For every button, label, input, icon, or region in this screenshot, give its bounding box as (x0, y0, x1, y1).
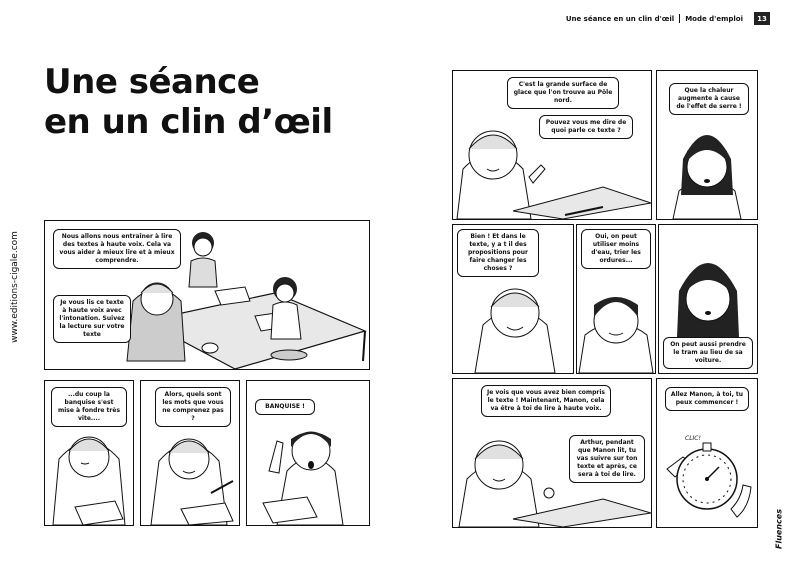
comic-panel-teacher-reading (44, 380, 134, 526)
speech-text: C'est la grande surface de glace que l'on trouve au Pôle nord. (513, 81, 613, 104)
speech-bubble (155, 387, 231, 427)
speech-bubble (665, 387, 749, 411)
running-header-chapter: Mode d'emploi (685, 14, 743, 23)
title-line-2: en un clin d’œil (44, 102, 333, 142)
speech-text: Oui, on peut utiliser moins d'eau, trier les ordures... (591, 233, 641, 264)
speech-bubble (481, 385, 611, 417)
speech-bubble (507, 77, 619, 109)
header-divider (679, 14, 680, 23)
side-url (8, 232, 22, 342)
comic-panel-boy-suggests (576, 224, 656, 374)
speech-text: BANQUISE ! (265, 403, 305, 410)
speech-text: ...du coup la banquise s'est mise à fondre très vite.... (57, 391, 121, 422)
publisher-logo (772, 504, 786, 554)
speech-text: Pouvez vous me dire de quoi parle ce texte ? (545, 119, 627, 134)
speech-text: Nous allons nous entraîner à lire des textes à haute voix. Cela va vous aider à mieux lire et à mieux comprendre. (59, 233, 175, 264)
speech-text: Que la chaleur augmente à cause de l'effet de serre ! (676, 87, 742, 110)
speech-bubble (53, 229, 181, 269)
speech-bubble (53, 295, 131, 343)
comic-panel-teacher-asks (452, 224, 574, 374)
comic-panel-teacher-question (140, 380, 240, 526)
right-page (400, 0, 800, 568)
speech-text: Alors, quels sont les mots que vous ne comprenez pas ? (162, 391, 224, 422)
sound-effect: CLIC! (685, 435, 701, 442)
speech-bubble (569, 435, 645, 483)
speech-bubble (663, 337, 753, 369)
page-title (44, 62, 333, 142)
speech-bubble (457, 229, 539, 277)
comic-panel-stopwatch (656, 378, 758, 528)
speech-text: Bien ! Et dans le texte, y a t il des propositions pour faire changer les choses ? (467, 233, 529, 272)
speech-bubble (51, 387, 127, 427)
comic-panel-classroom (44, 220, 370, 370)
title-line-1: Une séance (44, 62, 260, 102)
speech-text: Je vois que vous avez bien compris le texte ! Maintenant, Manon, cela va être à toi de lire à haute voix. (486, 389, 606, 412)
comic-panel-teacher-explains (452, 70, 652, 220)
speech-bubble (255, 399, 315, 415)
speech-text: On peut aussi prendre le tram au lieu de sa voiture. (670, 341, 746, 364)
speech-text: Allez Manon, à toi, tu peux commencer ! (670, 391, 744, 406)
comic-panel-girl-answer (656, 70, 758, 220)
comic-panel-girl-suggests (658, 224, 758, 374)
publisher-logo-text: Fluences (774, 509, 784, 549)
comic-panel-boy-answer (246, 380, 370, 526)
side-url-text: www.editions-cigale.com (10, 231, 20, 343)
running-header-section: Une séance en un clin d'œil (565, 14, 675, 23)
speech-text: Arthur, pendant que Manon lit, tu vas suivre sur ton texte et après, ce sera à toi de lire. (576, 439, 638, 478)
speech-bubble (581, 229, 651, 269)
speech-bubble (669, 83, 749, 115)
speech-text: Je vous lis ce texte à haute voix avec l'intonation. Suivez la lecture sur votre texte (59, 299, 125, 338)
page-number: 13 (754, 12, 770, 25)
comic-panel-teacher-instructs (452, 378, 652, 528)
speech-bubble (539, 115, 633, 139)
running-header (566, 12, 770, 25)
